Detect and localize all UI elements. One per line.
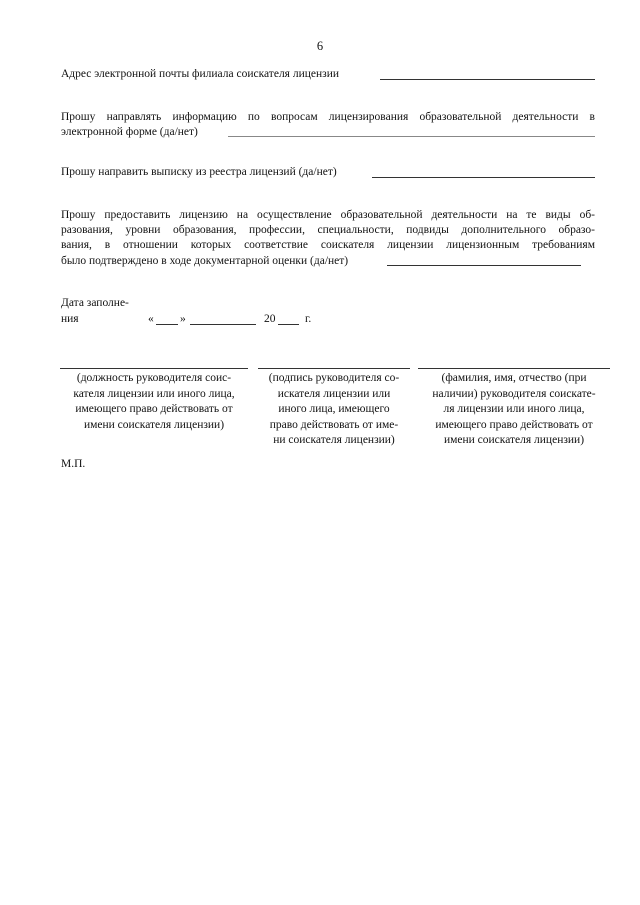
license-request-input-line[interactable] [387, 265, 581, 266]
registry-extract-label: Прошу направить выписку из реестра лицензий (да/нет) [61, 166, 337, 178]
fill-date-label-line-1: Дата заполне- [61, 297, 129, 309]
email-field-label: Адрес электронной почты филиала соискателя лицензии [61, 68, 339, 80]
signature-caption-line: (подпись руководителя со- [268, 372, 400, 384]
position-caption-line: (должность руководителя соис- [76, 372, 232, 384]
page-number: 6 [316, 39, 324, 53]
signature-caption [256, 371, 412, 449]
position-input-line[interactable] [60, 368, 248, 369]
signature-caption-line: искателя лицензии или [277, 387, 391, 400]
full-name-input-line[interactable] [418, 368, 610, 369]
electronic-info-line-2: электронной форме (да/нет) [61, 126, 198, 138]
date-quote-open: « [148, 313, 154, 325]
position-caption-line: имени соискателя лицензии) [83, 418, 225, 431]
email-field-input-line[interactable] [380, 79, 595, 80]
full-name-caption-line: ля лицензии или иного лица, [443, 403, 585, 415]
stamp-label: М.П. [61, 458, 86, 470]
date-day-input-line[interactable] [156, 324, 178, 325]
full-name-caption-line: (фамилия, имя, отчество (при [441, 372, 587, 384]
full-name-caption-line: имени соискателя лицензии) [443, 434, 585, 446]
signature-caption-line: иного лица, имеющего [278, 403, 390, 415]
full-name-caption [414, 371, 614, 449]
electronic-info-input-line[interactable] [228, 136, 595, 137]
date-quote-close: » [180, 313, 186, 325]
position-caption [56, 371, 252, 433]
position-caption-line: кателя лицензии или иного лица, [73, 387, 235, 400]
date-month-input-line[interactable] [190, 324, 256, 325]
signature-caption-line: право действовать от име- [269, 418, 399, 431]
electronic-info-line-1: Прошу направлять информацию по вопросам лицензирования образовательной деятельности в [61, 111, 595, 123]
date-year-suffix: г. [305, 313, 312, 325]
fill-date-label-line-2: ния [61, 313, 79, 325]
full-name-caption-line: наличии) руководителя соискате- [432, 387, 596, 400]
license-request-line-1: Прошу предоставить лицензию на осуществление образовательной деятельности на те виды об- [61, 209, 595, 221]
license-request-line-2: разования, уровни образования, профессии, специальности, подвиды дополнительного образо- [61, 224, 595, 236]
registry-extract-input-line[interactable] [372, 177, 595, 178]
license-request-line-4: было подтверждено в ходе документарной оценки (да/нет) [61, 255, 349, 267]
date-year-prefix: 20 [264, 313, 276, 325]
date-year-input-line[interactable] [278, 324, 299, 325]
full-name-caption-line: имеющего право действовать от [435, 418, 593, 431]
signature-caption-line: ни соискателя лицензии) [273, 434, 395, 446]
signature-input-line[interactable] [258, 368, 410, 369]
license-request-line-3: вания, в отношении которых соответствие соискателя лицензии лицензионным требованиям [61, 239, 595, 251]
position-caption-line: имеющего право действовать от [75, 403, 233, 415]
